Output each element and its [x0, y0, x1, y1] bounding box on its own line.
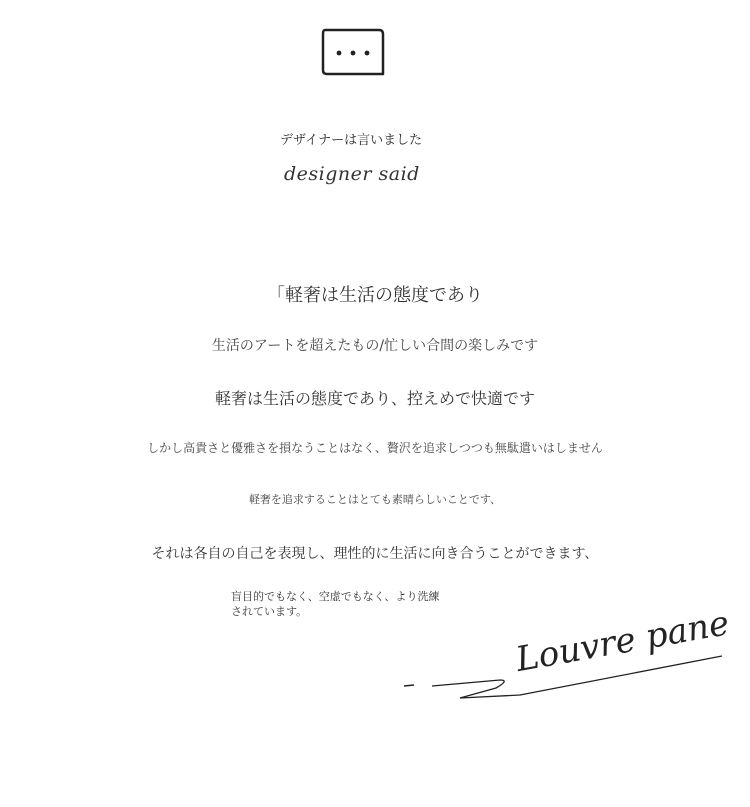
text-line-7a: 盲目的でもなく、空虚でもなく、より洗練 — [231, 590, 440, 603]
text-line-3: 軽奢は生活の態度であり、控えめで快適です — [214, 389, 535, 408]
chat-bubble-icon — [321, 28, 387, 78]
text-line-4: しかし高貴さと優雅さを損なうことはなく、贅沢を追求しつつも無駄遣いはしません — [147, 441, 603, 455]
text-line-2: 生活のアートを超えたもの/忙しい合間の楽しみです — [211, 338, 539, 354]
text-line-7 — [231, 589, 440, 619]
heading-english: designer said — [284, 163, 420, 185]
text-line-5: 軽奢を追求することはとても素晴らしいことです、 — [248, 493, 502, 506]
signature: Louvre pane — [513, 603, 733, 680]
text-line-6: それは各自の自己を表現し、理性的に生活に向き合うことができます、 — [151, 546, 599, 562]
heading-japanese: デザイナーは言いました — [280, 133, 423, 148]
text-line-1: 「軽奢は生活の態度であり — [267, 285, 483, 306]
text-line-7b: されています。 — [231, 605, 308, 618]
